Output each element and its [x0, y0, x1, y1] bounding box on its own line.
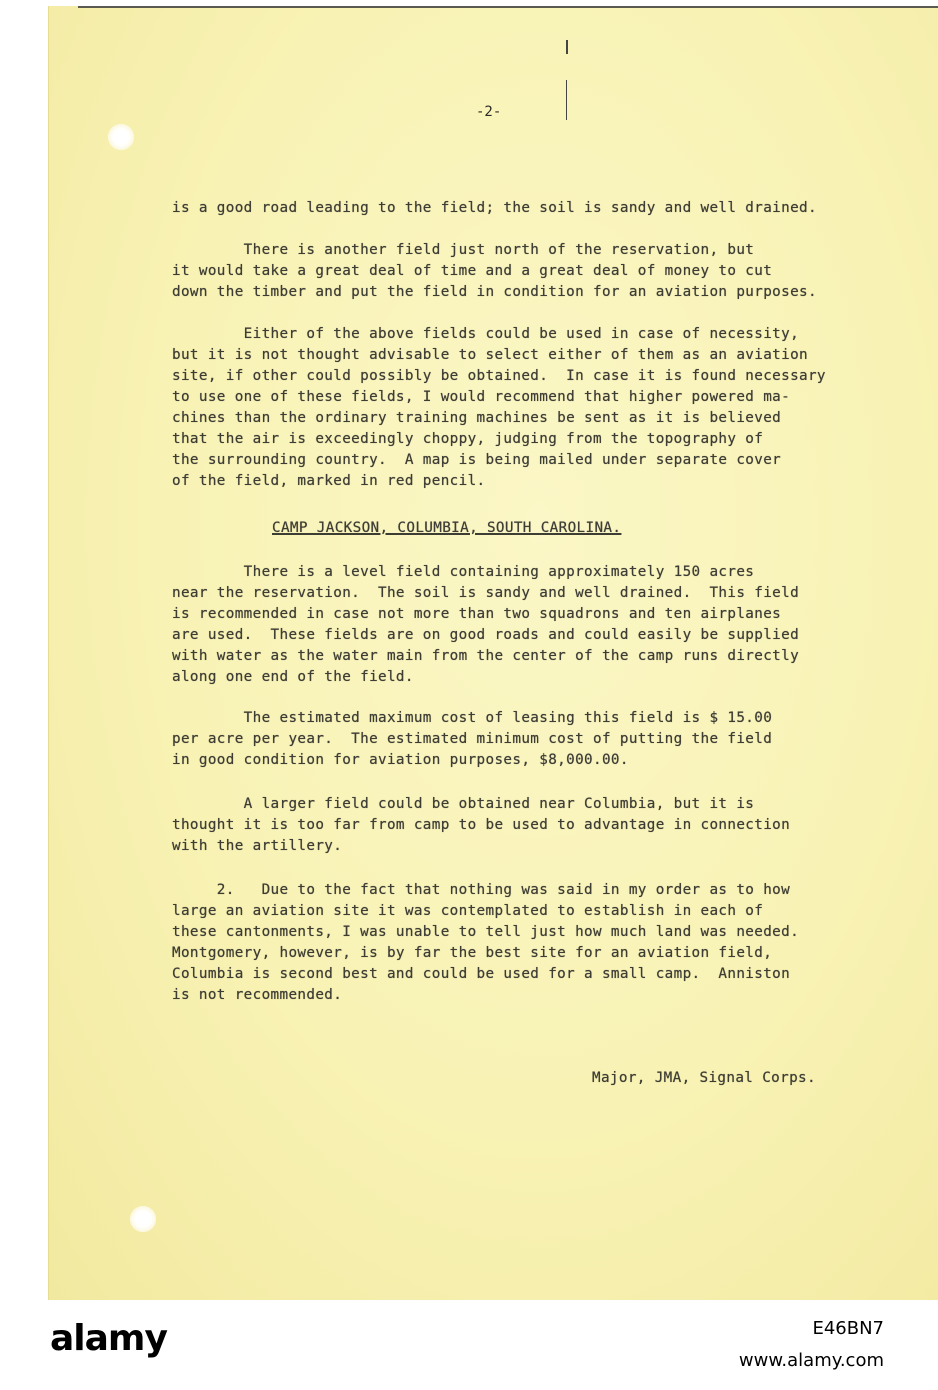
- text-line: but it is not thought advisable to select either of them as an aviation: [172, 347, 808, 363]
- text-line: these cantonments, I was unable to tell just how much land was needed.: [172, 924, 800, 940]
- signature-line: Major, JMA, Signal Corps.: [592, 1070, 816, 1086]
- text-line: 2. Due to the fact that nothing was said in my order as to how: [172, 882, 791, 898]
- text-line: that the air is exceedingly choppy, judging from the topography of: [172, 431, 764, 447]
- text-line: The estimated maximum cost of leasing this field is $ 15.00: [172, 710, 773, 726]
- text-line: There is another field just north of the reservation, but: [172, 242, 755, 258]
- text-line: down the timber and put the field in condition for an aviation purposes.: [172, 284, 817, 300]
- text-line: to use one of these fields, I would recommend that higher powered ma-: [172, 389, 791, 405]
- text-line: per acre per year. The estimated minimum cost of putting the field: [172, 731, 773, 747]
- text-line: in good condition for aviation purposes, $8,000.00.: [172, 752, 629, 768]
- paper-top-edge: [78, 6, 938, 8]
- text-line: chines than the ordinary training machines be sent as it is believed: [172, 410, 782, 426]
- text-line: is recommended in case not more than two squadrons and ten airplanes: [172, 606, 782, 622]
- punch-hole-top: [108, 124, 134, 150]
- margin-mark: [566, 40, 568, 54]
- text-line: There is a level field containing approximately 150 acres: [172, 564, 755, 580]
- text-line: it would take a great deal of time and a great deal of money to cut: [172, 263, 773, 279]
- text-line: large an aviation site it was contemplated to establish in each of: [172, 903, 764, 919]
- text-line: is not recommended.: [172, 987, 343, 1003]
- text-line: A larger field could be obtained near Columbia, but it is: [172, 796, 755, 812]
- text-line: the surrounding country. A map is being mailed under separate cover: [172, 452, 782, 468]
- text-line: Montgomery, however, is by far the best site for an aviation field,: [172, 945, 773, 961]
- text-line: site, if other could possibly be obtained. In case it is found necessary: [172, 368, 826, 384]
- text-line: thought it is too far from camp to be used to advantage in connection: [172, 817, 791, 833]
- text-line: are used. These fields are on good roads and could easily be supplied: [172, 627, 800, 643]
- image-id: E46BN7: [812, 1318, 884, 1339]
- alamy-logo: alamy: [50, 1318, 167, 1359]
- margin-mark: [566, 80, 567, 120]
- text-line: Either of the above fields could be used in case of necessity,: [172, 326, 800, 342]
- text-line: along one end of the field.: [172, 669, 414, 685]
- text-line: near the reservation. The soil is sandy and well drained. This field: [172, 585, 800, 601]
- text-line: with water as the water main from the center of the camp runs directly: [172, 648, 800, 664]
- watermark-url: www.alamy.com: [738, 1350, 884, 1371]
- text-line: is a good road leading to the field; the soil is sandy and well drained.: [172, 200, 817, 216]
- text-line: of the field, marked in red pencil.: [172, 473, 486, 489]
- page-number: -2-: [476, 104, 502, 120]
- text-line: Columbia is second best and could be used for a small camp. Anniston: [172, 966, 791, 982]
- punch-hole-bottom: [130, 1206, 156, 1232]
- text-line: with the artillery.: [172, 838, 343, 854]
- section-heading: CAMP JACKSON, COLUMBIA, SOUTH CAROLINA.: [272, 520, 622, 536]
